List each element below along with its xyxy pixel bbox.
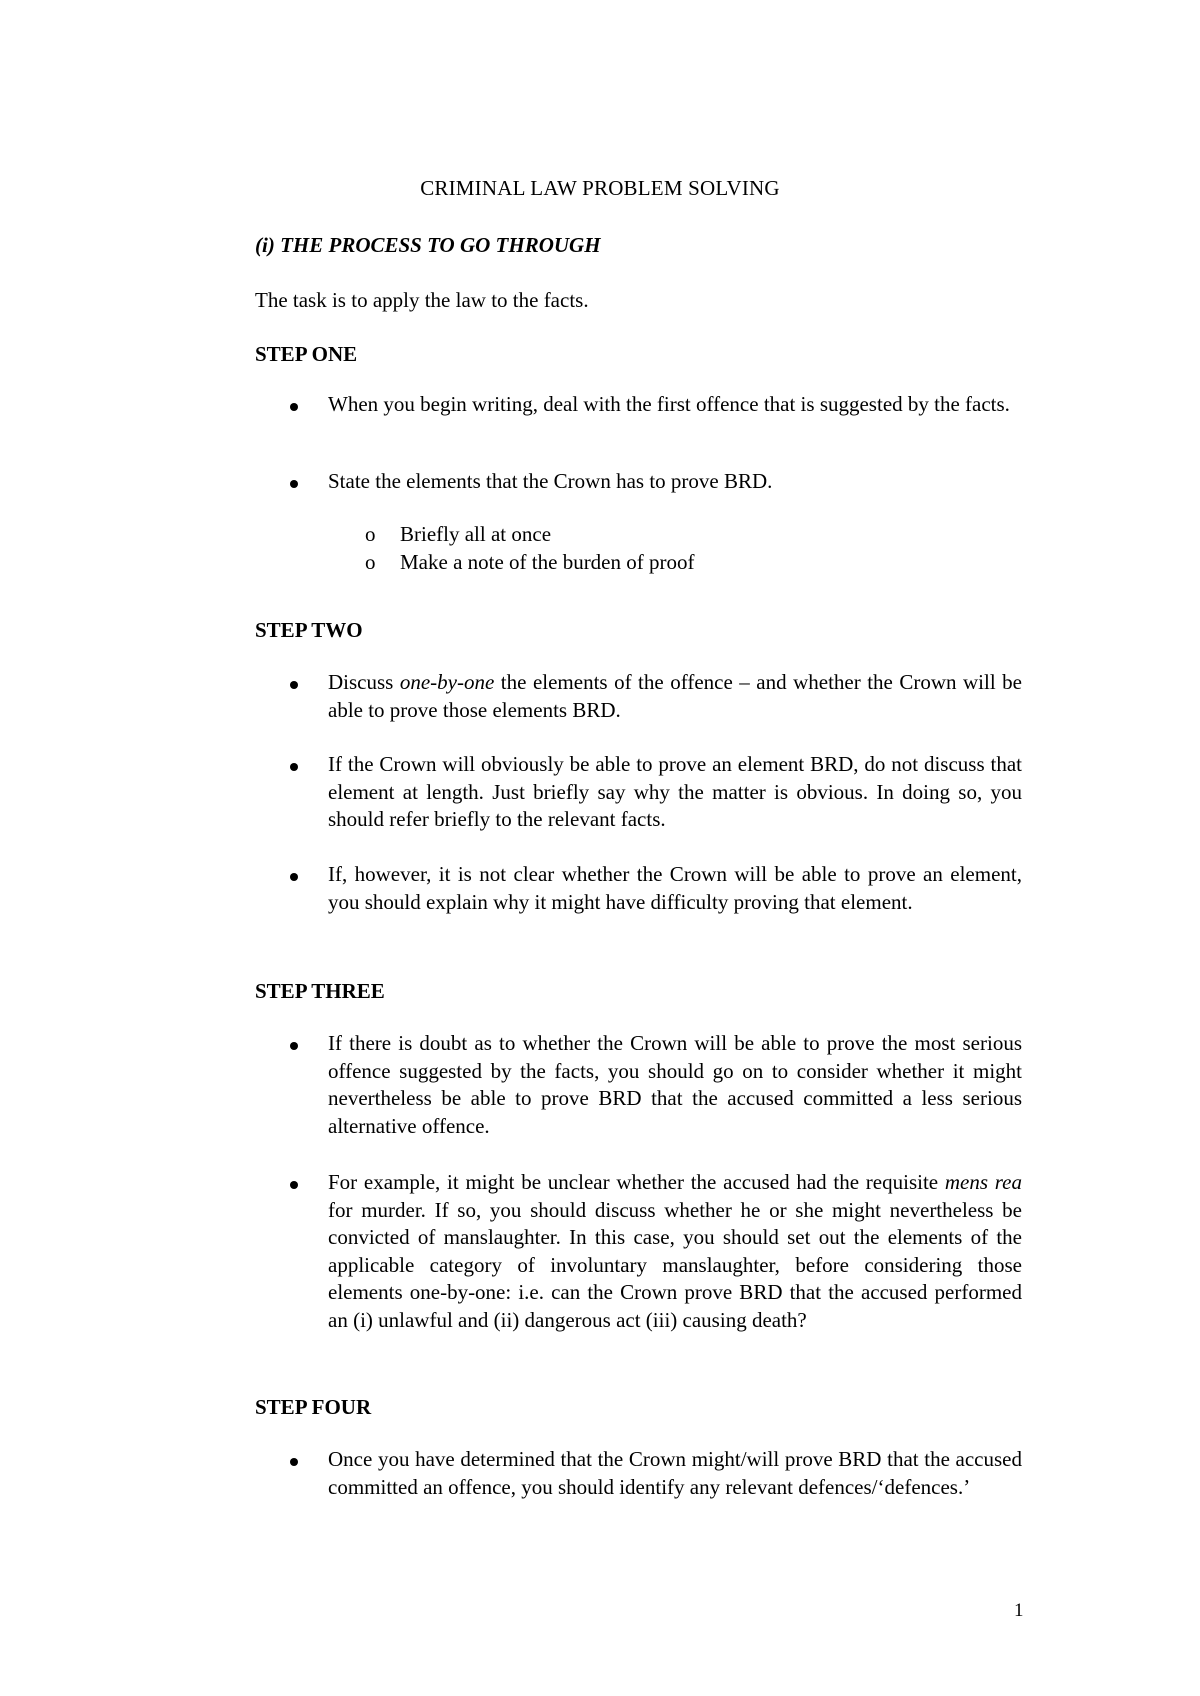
step-four-heading: STEP FOUR — [255, 1395, 372, 1419]
step-three-heading: STEP THREE — [255, 979, 385, 1003]
step-four-bullet-1: Once you have determined that the Crown might/will prove BRD that the accused committed an offence, you should identify any relevant defences/‘defences.’ — [328, 1447, 1022, 1499]
bullet-icon — [290, 873, 298, 881]
bullet-icon — [290, 1181, 298, 1189]
page-number: 1 — [1014, 1600, 1024, 1621]
bullet-icon — [290, 480, 298, 488]
step-three-bullet-2 — [328, 1169, 1022, 1334]
bullet-icon — [290, 1458, 298, 1466]
text-run: for murder. If so, you should discuss whether he or she might nevertheless be convicted of manslaughter. In this case, you should set out the elements of the applicable category of involuntary manslaughter, before considering those elements one-by-one: i.e. can the Crown prove BRD that the accused performed an (i) unlawful and (ii) dangerous act (iii) causing death? — [328, 1197, 1022, 1332]
bullet-icon — [290, 763, 298, 771]
intro-text: The task is to apply the law to the facts. — [255, 288, 589, 312]
page-title: CRIMINAL LAW PROBLEM SOLVING — [420, 176, 780, 200]
step-two-bullet-3: If, however, it is not clear whether the Crown will be able to prove an element, you should explain why it might have difficulty proving that element. — [328, 862, 1022, 914]
sub-bullet-icon: o — [365, 522, 376, 546]
section-heading: (i) THE PROCESS TO GO THROUGH — [255, 233, 601, 257]
step-two-bullet-1 — [328, 669, 1022, 724]
text-run: the elements of the offence – and whether the Crown will be able to prove those elements BRD. — [328, 670, 1023, 722]
emphasis-text: one-by-one — [399, 670, 495, 694]
text-run: For example, it might be unclear whether the accused had the requisite — [328, 1170, 945, 1194]
bullet-icon — [290, 1042, 298, 1050]
emphasis-text: mens rea — [944, 1170, 1022, 1194]
step-two-bullet-2: If the Crown will obviously be able to prove an element BRD, do not discuss that element at length. Just briefly say why the matter is obvious. In doing so, you should refer briefly to the relevant facts. — [328, 752, 1022, 831]
step-three-bullet-1: If there is doubt as to whether the Crown will be able to prove the most serious offence suggested by the facts, you should go on to consider whether it might nevertheless be able to prove BRD that the accused committed a less serious alternative offence. — [328, 1031, 1022, 1138]
step-one-bullet-1: When you begin writing, deal with the first offence that is suggested by the facts. — [328, 392, 1010, 416]
step-two-heading: STEP TWO — [255, 618, 363, 642]
step-one-heading: STEP ONE — [255, 342, 358, 366]
bullet-icon — [290, 403, 298, 411]
sub-bullet-icon: o — [365, 550, 376, 574]
text-run: Discuss — [328, 670, 400, 694]
step-one-sub-bullet-1: Briefly all at once — [400, 522, 552, 546]
bullet-icon — [290, 681, 298, 689]
step-one-sub-bullet-2: Make a note of the burden of proof — [400, 550, 695, 574]
step-one-bullet-2: State the elements that the Crown has to prove BRD. — [328, 469, 773, 493]
